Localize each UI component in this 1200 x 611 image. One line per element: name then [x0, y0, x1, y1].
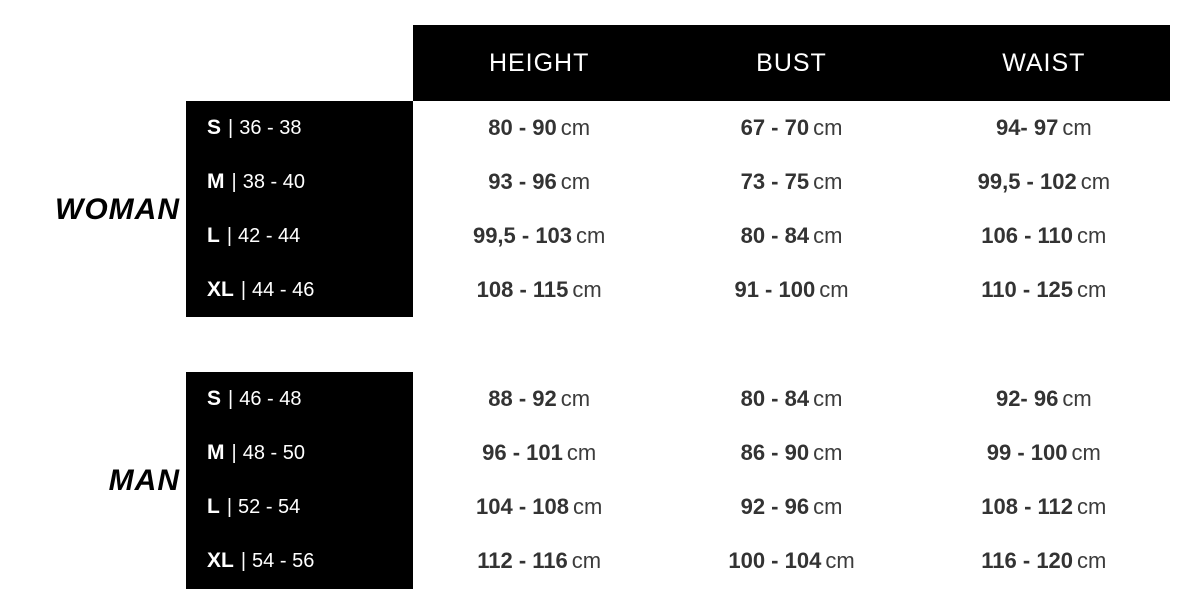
cell-unit: cm [576, 223, 606, 248]
row-size-cell [186, 263, 413, 317]
cell-value: 93 - 96 [488, 169, 557, 194]
cell-value: 99 - 100 [986, 440, 1068, 465]
size-separator: | [231, 170, 237, 193]
cell-waist [918, 169, 1170, 195]
cell-value: 99,5 - 103 [472, 223, 573, 248]
cell-height [413, 494, 665, 520]
cell-unit: cm [560, 386, 591, 411]
cell-unit: cm [1077, 494, 1107, 519]
cell-height [413, 277, 665, 303]
cell-unit: cm [813, 386, 843, 411]
size-code: M [207, 441, 225, 464]
cell-unit: cm [572, 494, 603, 519]
cell-height [413, 386, 665, 412]
row-measures [413, 372, 1170, 426]
table-row [0, 101, 1200, 155]
cell-bust [665, 494, 917, 520]
cell-bust [665, 277, 917, 303]
column-header-bust: BUST [756, 48, 827, 77]
cell-unit: cm [813, 494, 843, 519]
group-label-man: MAN [108, 464, 180, 497]
table-row [0, 209, 1200, 263]
group-label-woman: WOMAN [55, 193, 180, 226]
cell-value: 80 - 90 [488, 115, 557, 140]
cell-bust [665, 440, 917, 466]
size-separator: | [228, 116, 234, 139]
column-header-height: HEIGHT [488, 48, 590, 77]
cell-waist [918, 548, 1170, 574]
table-row [0, 534, 1200, 588]
size-code: M [207, 170, 225, 193]
cell-value: 88 - 92 [488, 386, 557, 411]
cell-value: 80 - 84 [740, 223, 810, 248]
rows-man [0, 372, 1200, 588]
cell-value: 91 - 100 [734, 277, 816, 302]
cell-value: 108 - 115 [476, 277, 569, 302]
cell-value: 73 - 75 [740, 169, 810, 194]
rows-woman [0, 101, 1200, 317]
cell-unit: cm [566, 440, 597, 465]
cell-height [413, 548, 665, 574]
cell-unit: cm [813, 440, 843, 465]
size-separator: | [228, 387, 234, 410]
cell-waist [918, 386, 1170, 412]
row-measures [413, 101, 1170, 155]
cell-waist [918, 223, 1170, 249]
cell-value: 116 - 120 [981, 548, 1074, 573]
cell-unit: cm [813, 115, 843, 140]
size-range: 44 - 46 [252, 278, 315, 301]
cell-value: 94- 97 [995, 115, 1059, 140]
cell-bust [665, 386, 917, 412]
cell-value: 106 - 110 [981, 223, 1074, 248]
cell-unit: cm [1077, 223, 1107, 248]
row-measures [413, 209, 1170, 263]
cell-value: 86 - 90 [740, 440, 810, 465]
cell-unit: cm [825, 548, 855, 573]
size-separator: | [240, 549, 247, 572]
size-separator: | [226, 224, 233, 247]
cell-unit: cm [1080, 169, 1111, 194]
cell-bust [665, 115, 917, 141]
size-separator: | [240, 278, 247, 301]
cell-unit: cm [1062, 386, 1092, 411]
cell-unit: cm [560, 169, 591, 194]
size-code: L [207, 224, 220, 247]
row-measures [413, 155, 1170, 209]
row-measures [413, 426, 1170, 480]
cell-unit: cm [1077, 548, 1107, 573]
cell-bust [665, 169, 917, 195]
cell-waist [918, 115, 1170, 141]
size-range: 54 - 56 [252, 549, 315, 572]
cell-height [413, 223, 665, 249]
cell-waist [918, 440, 1170, 466]
size-code: XL [207, 549, 234, 572]
size-code: S [207, 116, 222, 139]
cell-value: 96 - 101 [482, 440, 563, 465]
cell-value: 80 - 84 [740, 386, 810, 411]
table-row [0, 155, 1200, 209]
table-header [413, 25, 1170, 101]
cell-waist [918, 494, 1170, 520]
row-measures [413, 480, 1170, 534]
size-range: 48 - 50 [242, 441, 305, 464]
size-range: 42 - 44 [238, 224, 301, 247]
cell-unit: cm [571, 548, 602, 573]
cell-waist [918, 277, 1170, 303]
cell-value: 99,5 - 102 [977, 169, 1077, 194]
cell-height [413, 440, 665, 466]
group-man [0, 372, 1200, 589]
group-woman [0, 101, 1200, 317]
size-code: S [207, 387, 222, 410]
size-range: 46 - 48 [239, 387, 302, 410]
table-row [0, 480, 1200, 534]
row-measures [413, 263, 1170, 317]
cell-value: 67 - 70 [740, 115, 810, 140]
cell-height [413, 115, 665, 141]
size-separator: | [231, 441, 237, 464]
cell-unit: cm [572, 277, 602, 302]
cell-value: 112 - 116 [477, 548, 568, 573]
row-size-cell [186, 101, 413, 155]
cell-bust [665, 548, 917, 574]
row-size-cell [186, 534, 413, 588]
row-size-cell [186, 426, 413, 480]
cell-unit: cm [813, 223, 843, 248]
cell-unit: cm [819, 277, 849, 302]
column-header-waist: WAIST [1002, 48, 1086, 77]
cell-value: 108 - 112 [981, 494, 1074, 519]
cell-value: 100 - 104 [728, 548, 822, 573]
cell-height [413, 169, 665, 195]
size-range: 52 - 54 [238, 495, 301, 518]
row-size-cell [186, 209, 413, 263]
size-range: 38 - 40 [242, 170, 305, 193]
cell-unit: cm [813, 169, 843, 194]
cell-value: 92- 96 [995, 386, 1059, 411]
row-measures [413, 534, 1170, 588]
size-code: XL [207, 278, 234, 301]
cell-unit: cm [1071, 440, 1101, 465]
row-size-cell [186, 155, 413, 209]
size-range: 36 - 38 [239, 116, 302, 139]
table-row [0, 426, 1200, 480]
cell-value: 110 - 125 [981, 277, 1074, 302]
cell-bust [665, 223, 917, 249]
cell-unit: cm [560, 115, 591, 140]
row-size-cell [186, 372, 413, 426]
cell-value: 104 - 108 [476, 494, 569, 519]
cell-unit: cm [1077, 277, 1107, 302]
row-size-cell [186, 480, 413, 534]
size-separator: | [226, 495, 233, 518]
table-row [0, 372, 1200, 426]
size-code: L [207, 495, 220, 518]
table-row [0, 263, 1200, 317]
cell-value: 92 - 96 [740, 494, 810, 519]
cell-unit: cm [1062, 115, 1092, 140]
